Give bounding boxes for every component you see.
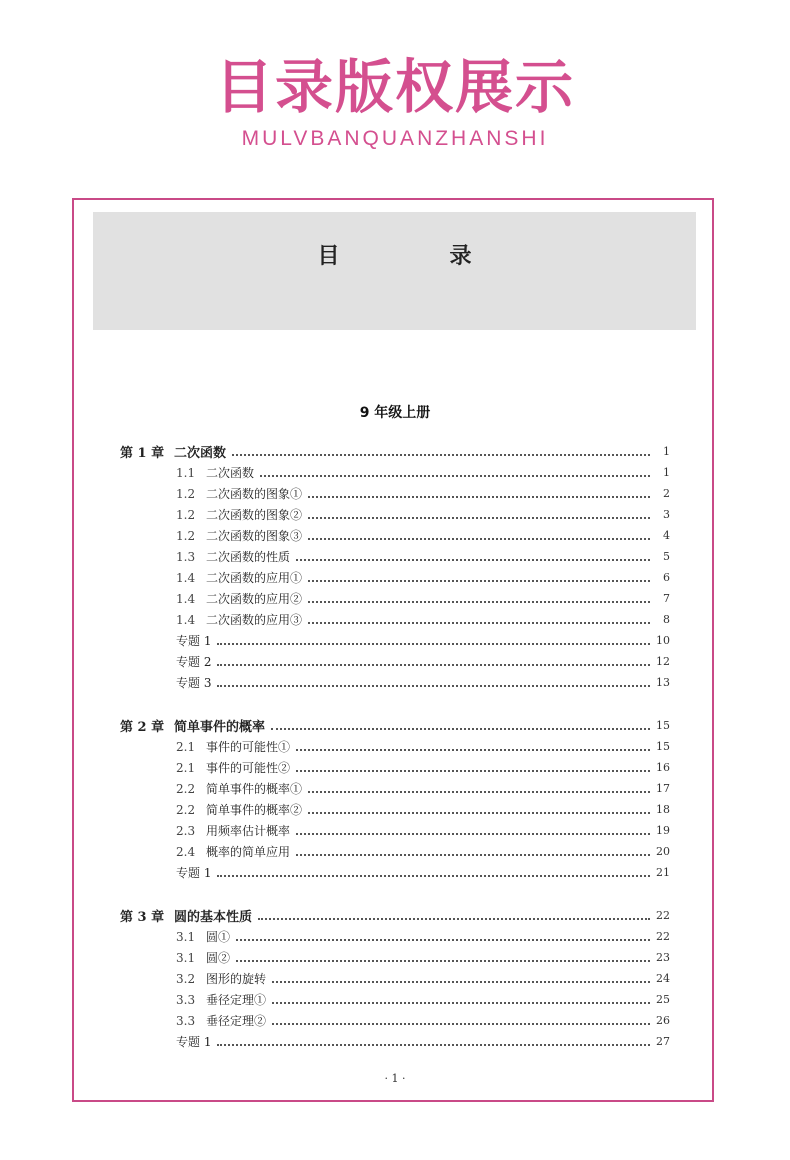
toc-header-title: 目 录 [317, 244, 516, 269]
grade-heading: 9 年级上册 [359, 405, 431, 421]
entry-number: 2.1 [176, 760, 196, 775]
entry-number: 2.4 [176, 844, 196, 859]
entry-title: 垂径定理① [206, 993, 267, 1007]
entry-page: 7 [663, 592, 670, 605]
toc-section-entry [120, 672, 670, 693]
entry-page: 18 [656, 803, 670, 816]
toc-section-entry [120, 862, 670, 883]
toc-section-entry [120, 1031, 670, 1052]
entry-page: 12 [656, 655, 670, 668]
leader-dots [296, 833, 650, 835]
leader-dots [217, 664, 650, 666]
toc-section-entry [120, 947, 670, 968]
entry-page: 27 [656, 1035, 670, 1048]
entry-title: 专题 3 [176, 676, 212, 690]
entry-title: 概率的简单应用 [206, 845, 291, 859]
toc-section-entry [120, 567, 670, 588]
entry-page: 3 [663, 508, 670, 521]
toc-chapter-entry [120, 905, 670, 926]
entry-title: 二次函数的应用③ [206, 613, 303, 627]
leader-dots [308, 517, 650, 519]
entry-title: 二次函数的图象③ [206, 529, 303, 543]
entry-title: 专题 2 [176, 655, 212, 669]
toc-section-entry [120, 968, 670, 989]
entry-page: 1 [663, 466, 670, 479]
entry-title: 二次函数 [174, 446, 227, 461]
entry-page: 25 [656, 993, 670, 1006]
toc-section-entry [120, 820, 670, 841]
leader-dots [308, 496, 650, 498]
leader-dots [232, 454, 650, 456]
entry-title: 二次函数的应用② [206, 592, 303, 606]
entry-page: 6 [663, 571, 670, 584]
entry-page: 17 [656, 782, 670, 795]
entry-number: 1.2 [176, 528, 196, 543]
leader-dots [217, 643, 650, 645]
banner-title: 目录版权展示 [214, 53, 575, 121]
entry-number: 1.4 [176, 570, 196, 585]
page-number: · 1 · [384, 1072, 406, 1085]
entry-page: 13 [656, 676, 670, 689]
toc-header-box [93, 212, 696, 330]
banner-subtitle: MULVBANQUANZHANSHI [241, 127, 549, 150]
entry-page: 15 [656, 719, 670, 732]
entry-page: 24 [656, 972, 670, 985]
entry-page: 21 [656, 866, 670, 879]
entry-number: 3.2 [176, 971, 196, 986]
toc-section-entry [120, 462, 670, 483]
entry-title: 二次函数的图象① [206, 487, 303, 501]
toc-section-entry [120, 799, 670, 820]
entry-number: 1.4 [176, 591, 196, 606]
entry-title: 图形的旋转 [206, 972, 267, 986]
leader-dots [308, 580, 650, 582]
entry-page: 26 [656, 1014, 670, 1027]
entry-page: 8 [663, 613, 670, 626]
toc-section-entry [120, 609, 670, 630]
entry-number: 3.3 [176, 992, 196, 1007]
entry-page: 4 [663, 529, 670, 542]
leader-dots [272, 1023, 650, 1025]
toc-section-entry [120, 926, 670, 947]
entry-page: 22 [656, 909, 670, 922]
entry-page: 5 [663, 550, 670, 563]
entry-page: 10 [656, 634, 670, 647]
entry-page: 16 [656, 761, 670, 774]
leader-dots [260, 475, 650, 477]
leader-dots [217, 685, 650, 687]
toc-section-entry [120, 989, 670, 1010]
entry-number: 1.1 [176, 465, 196, 480]
leader-dots [308, 791, 650, 793]
entry-number: 1.2 [176, 507, 196, 522]
entry-page: 22 [656, 930, 670, 943]
entry-number: 1.2 [176, 486, 196, 501]
entry-title: 简单事件的概率 [174, 720, 266, 735]
toc-section-entry [120, 525, 670, 546]
leader-dots [272, 981, 650, 983]
toc-chapter-entry [120, 715, 670, 736]
entry-number: 2.2 [176, 781, 196, 796]
entry-title: 简单事件的概率① [206, 782, 303, 796]
toc-section-entry [120, 841, 670, 862]
entry-title: 二次函数的应用① [206, 571, 303, 585]
leader-dots [308, 538, 650, 540]
entry-title: 二次函数的性质 [206, 550, 291, 564]
leader-dots [236, 939, 650, 941]
toc-chapter-entry [120, 441, 670, 462]
toc-section-entry [120, 778, 670, 799]
entry-title: 用频率估计概率 [206, 824, 291, 838]
entry-title: 专题 1 [176, 1035, 212, 1049]
entry-title: 简单事件的概率② [206, 803, 303, 817]
leader-dots [296, 559, 650, 561]
entry-number: 2.2 [176, 802, 196, 817]
entry-page: 19 [656, 824, 670, 837]
entry-title: 事件的可能性② [206, 761, 291, 775]
entry-title: 圆的基本性质 [174, 910, 253, 925]
entry-title: 二次函数 [206, 466, 255, 480]
leader-dots [308, 622, 650, 624]
entry-title: 事件的可能性① [206, 740, 291, 754]
entry-title: 圆② [206, 951, 231, 965]
toc-section-entry [120, 483, 670, 504]
leader-dots [271, 728, 650, 730]
entry-title: 圆① [206, 930, 231, 944]
entry-title: 专题 1 [176, 634, 212, 648]
entry-number: 1.3 [176, 549, 196, 564]
toc-section-entry [120, 630, 670, 651]
toc-section-entry [120, 588, 670, 609]
leader-dots [296, 749, 650, 751]
leader-dots [308, 601, 650, 603]
leader-dots [296, 854, 650, 856]
leader-dots [308, 812, 650, 814]
leader-dots [217, 1044, 650, 1046]
toc-section-entry [120, 736, 670, 757]
entry-number: 3.3 [176, 1013, 196, 1028]
toc-section-entry [120, 504, 670, 525]
leader-dots [217, 875, 650, 877]
entry-title: 垂径定理② [206, 1014, 267, 1028]
toc-section-entry [120, 757, 670, 778]
entry-title: 专题 1 [176, 866, 212, 880]
entry-page: 20 [656, 845, 670, 858]
entry-page: 23 [656, 951, 670, 964]
entry-number: 2.3 [176, 823, 196, 838]
entry-number: 第 1 章 [120, 446, 165, 461]
entry-number: 1.4 [176, 612, 196, 627]
leader-dots [258, 918, 650, 920]
entry-title: 二次函数的图象② [206, 508, 303, 522]
entry-page: 2 [663, 487, 670, 500]
entry-number: 2.1 [176, 739, 196, 754]
toc-section-entry [120, 546, 670, 567]
entry-page: 1 [663, 445, 670, 458]
entry-page: 15 [656, 740, 670, 753]
leader-dots [296, 770, 650, 772]
entry-number: 3.1 [176, 950, 196, 965]
leader-dots [236, 960, 650, 962]
toc-section-entry [120, 1010, 670, 1031]
entry-number: 第 3 章 [120, 910, 165, 925]
entry-number: 第 2 章 [120, 720, 165, 735]
leader-dots [272, 1002, 650, 1004]
toc-section-entry [120, 651, 670, 672]
entry-number: 3.1 [176, 929, 196, 944]
